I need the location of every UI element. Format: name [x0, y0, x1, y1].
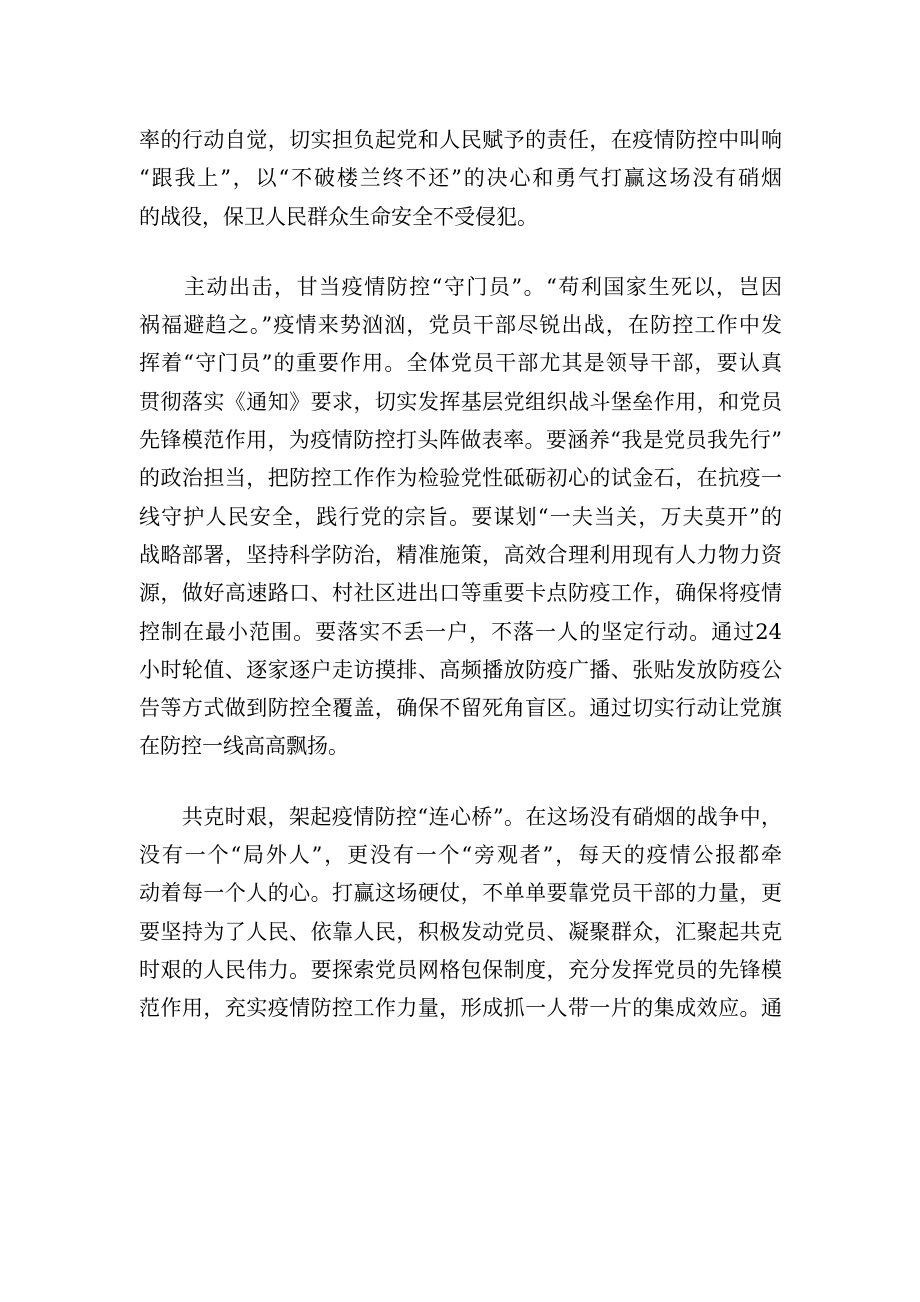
paragraph-spacer: [139, 766, 782, 798]
text-line: 告等方式做到防控全覆盖，确保不留死角盲区。通过切实行动让党旗: [139, 696, 782, 721]
paragraph: [139, 121, 782, 236]
text-line: 祸福避趋之。”疫情来势汹汹，党员干部尽锐出战，在防控工作中发: [139, 313, 782, 338]
text-line: 动着每一个人的心。打赢这场硬仗，不单单要靠党员干部的力量，更: [139, 881, 782, 906]
text-line: 在防控一线高高飘扬。: [139, 734, 349, 759]
text-line: 范作用，充实疫情防控工作力量，形成抓一人带一片的集成效应。通: [139, 996, 782, 1021]
paragraph: [139, 268, 782, 766]
text-line: 控制在最小范围。要落实不丢一户，不落一人的坚定行动。通过24: [139, 619, 782, 644]
text-line: 先锋模范作用，为疫情防控打头阵做表率。要涵养“我是党员我先行”: [139, 428, 782, 453]
text-line: “跟我上”，以“不破楼兰终不还”的决心和勇气打赢这场没有硝烟: [139, 166, 782, 191]
text-line: 小时轮值、逐家逐户走访摸排、高频播放防疫广播、张贴发放防疫公: [139, 657, 782, 682]
text-line: 挥着“守门员”的重要作用。全体党员干部尤其是领导干部，要认真: [139, 351, 782, 376]
paragraph-spacer: [139, 236, 782, 268]
text-line: 贯彻落实《通知》要求，切实发挥基层党组织战斗堡垒作用，和党员: [139, 389, 782, 414]
text-line: 要坚持为了人民、依靠人民，积极发动党员、凝聚群众，汇聚起共克: [139, 919, 782, 944]
text-line: 率的行动自觉，切实担负起党和人民赋予的责任，在疫情防控中叫响: [139, 128, 782, 152]
text-line: 时艰的人民伟力。要探索党员网格包保制度，充分发挥党员的先锋模: [139, 957, 782, 982]
text-line: 共克时艰，架起疫情防控“连心桥”。在这场没有硝烟的战争中，: [139, 804, 782, 829]
document-body: [139, 121, 782, 1028]
text-line: 的战役，保卫人民群众生命安全不受侵犯。: [139, 204, 538, 229]
text-line: 战略部署，坚持科学防治，精准施策，高效合理利用现有人力物力资: [139, 542, 782, 567]
text-line: 源，做好高速路口、村社区进出口等重要卡点防疫工作，确保将疫情: [139, 581, 782, 606]
text-line: 主动出击，甘当疫情防控“守门员”。“苟利国家生死以，岂因: [139, 274, 782, 299]
text-line: 没有一个“局外人”，更没有一个“旁观者”，每天的疫情公报都牵: [139, 843, 782, 868]
text-line: 线守护人民安全，践行党的宗旨。要谋划“一夫当关，万夫莫开”的: [139, 504, 782, 529]
text-line: 的政治担当，把防控工作作为检验党性砥砺初心的试金石，在抗疫一: [139, 466, 782, 491]
paragraph: [139, 798, 782, 1028]
